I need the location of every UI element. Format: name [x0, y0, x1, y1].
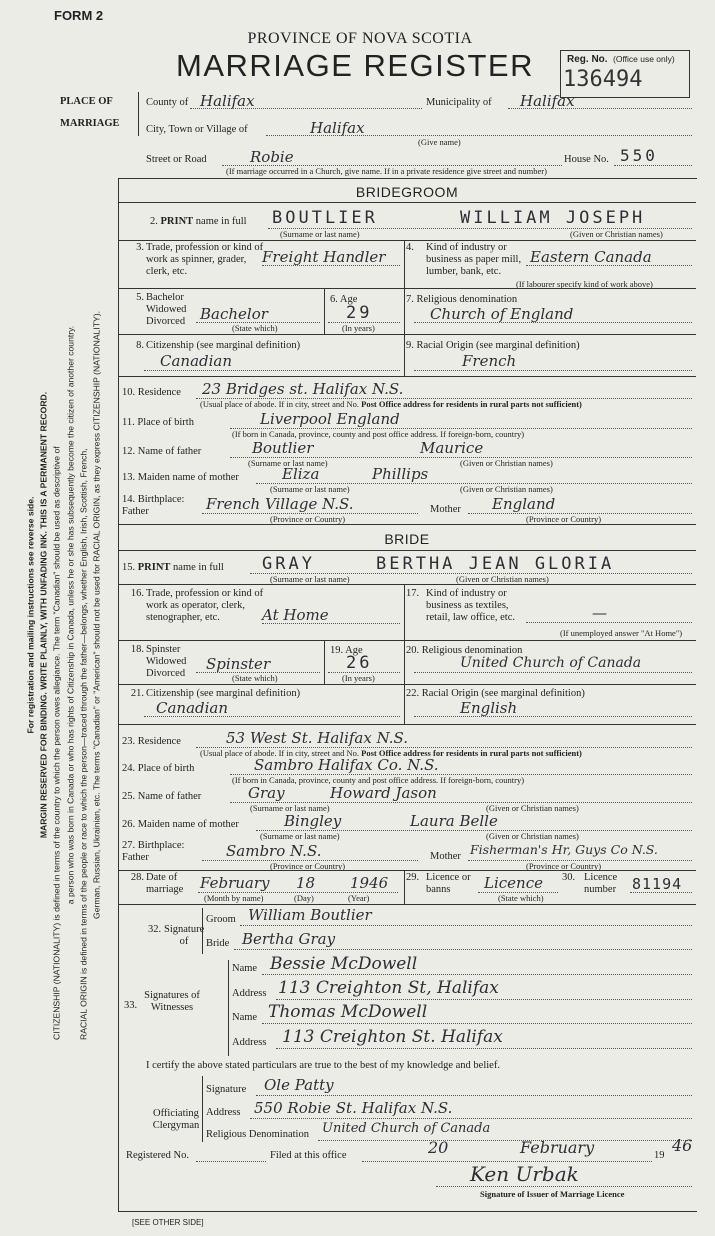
- rule: [404, 288, 405, 334]
- f26-surname-caption: (Surname or last name): [260, 831, 340, 841]
- f23-caption-text: (Usual place of abode. If in city, street and No.: [200, 748, 360, 758]
- bride-citizenship: Canadian: [156, 699, 229, 717]
- f2-num: 2.: [150, 216, 158, 227]
- rule: [118, 684, 696, 685]
- w2-name-label: Name: [232, 1012, 258, 1023]
- f3-label: Trade, profession or kind of work as spinner, grader, clerk, etc.: [146, 242, 264, 277]
- bride-signature: Bertha Gray: [242, 930, 336, 948]
- filed-month: February: [520, 1138, 595, 1157]
- f23-text: Residence: [137, 736, 181, 747]
- f13-text: Maiden name of mother: [137, 472, 239, 483]
- f16-num: 16.: [130, 588, 144, 599]
- f23-num: 23.: [122, 736, 136, 747]
- f4-caption: (If labourer specify kind of work above): [516, 279, 653, 289]
- f10-caption-bold: Post Office address for residents in rural parts not sufficient): [361, 399, 582, 409]
- f9-text: Racial Origin (see marginal definition): [416, 340, 580, 351]
- f26-label: [122, 819, 239, 831]
- bride-religion: United Church of Canada: [460, 655, 642, 671]
- rule: [118, 202, 696, 203]
- rule: [324, 288, 325, 334]
- groom-industry: Eastern Canada: [530, 248, 652, 266]
- f11-text: Place of birth: [137, 417, 194, 428]
- side-line-1: For registration and mailing instructions see reverse side.: [25, 496, 36, 734]
- groom-age: 29: [346, 303, 373, 323]
- rule: [202, 908, 203, 954]
- reg-no-box: [560, 50, 690, 98]
- f5-caption: (State which): [232, 323, 278, 333]
- side-line-2: MARGIN RESERVED FOR BINDING. WRITE PLAINLY, WITH UNFADING INK. THIS IS A PERMANENT RECORD.: [38, 391, 49, 839]
- f28-label: Date of marriage: [146, 872, 184, 895]
- bride-sig-line: [234, 949, 692, 950]
- clergy-denomination: United Church of Canada: [322, 1121, 491, 1136]
- witness2-name: Thomas McDowell: [268, 1002, 428, 1022]
- f10-num: 10.: [122, 387, 136, 398]
- f13-label: [122, 472, 239, 484]
- filed-label: Filed at this office: [270, 1150, 347, 1161]
- witness1-address: 113 Creighton St, Halifax: [278, 978, 499, 998]
- f21-label: Citizenship (see marginal definition): [146, 688, 301, 699]
- f19-caption: (In years): [342, 673, 375, 683]
- f12-given-caption: (Given or Christian names): [460, 458, 553, 468]
- groom-citizenship: Canadian: [160, 352, 233, 370]
- f19-num: 19.: [330, 645, 344, 656]
- rule: [118, 334, 696, 335]
- w1-address-label: Address: [232, 988, 267, 999]
- bride-father-surname: Gray: [248, 784, 285, 802]
- give-name-caption: (Give name): [418, 137, 461, 147]
- f25-given-caption: (Given or Christian names): [486, 803, 579, 813]
- groom-signature: William Boutlier: [248, 906, 372, 924]
- rule: [404, 684, 405, 724]
- f17-line: [526, 622, 692, 623]
- f5-label: Bachelor Widowed Divorced: [146, 292, 187, 327]
- place-label-1: PLACE OF: [60, 96, 113, 107]
- f11-label: [122, 417, 194, 429]
- side-line-6: German, Russian, Ukrainian, etc. The terms "Canadian" or "American" should not be used for RACIAL ORIGIN, as they express CITIZENSHIP (NATIONALITY).: [91, 311, 102, 919]
- bride-father-birthplace: Sambro N.S.: [226, 842, 322, 860]
- f12-label: [122, 446, 201, 458]
- f29-label: Licence or banns: [426, 872, 471, 895]
- f9-num: 9.: [406, 340, 414, 351]
- f24-text: Place of birth: [137, 763, 195, 774]
- f20-line: [414, 672, 692, 673]
- f6-text: Age: [339, 294, 358, 305]
- f23-caption-bold: Post Office address for residents in rural parts not sufficient): [361, 748, 582, 758]
- marriage-month: February: [200, 874, 270, 892]
- w1-name-line: [262, 974, 692, 975]
- f26-given-caption: (Given or Christian names): [486, 831, 579, 841]
- groom-occupation: Freight Handler: [262, 248, 386, 266]
- rule: [118, 550, 696, 551]
- rule: [404, 334, 405, 376]
- issuer-line: [436, 1186, 692, 1187]
- groom-sig-line: [240, 925, 692, 926]
- f21-num: 21.: [130, 688, 144, 699]
- f25-num: 25.: [122, 791, 136, 802]
- f26-num: 26.: [122, 819, 136, 830]
- f14-num: 14.: [122, 494, 136, 505]
- f18-caption: (State which): [232, 673, 278, 683]
- f6-caption: (In years): [342, 323, 375, 333]
- marriage-day: 18: [296, 874, 316, 892]
- f8-label: Citizenship (see marginal definition): [146, 340, 301, 351]
- groom-birthplace: Liverpool England: [260, 410, 400, 428]
- w1-name-label: Name: [232, 963, 258, 974]
- w2-address-line: [276, 1048, 692, 1049]
- bride-mother-given: Laura Belle: [410, 812, 498, 830]
- f25-surname-caption: (Surname or last name): [250, 803, 330, 813]
- f13-given-caption: (Given or Christian names): [460, 484, 553, 494]
- marriage-year: 1946: [350, 874, 389, 892]
- rule: [404, 240, 405, 288]
- rule: [118, 724, 696, 725]
- bride-birthplace: Sambro Halifax Co. N.S.: [254, 756, 439, 774]
- f16-label: Trade, profession or kind of work as operator, clerk, stenographer, etc.: [146, 588, 264, 623]
- f10-text: Residence: [137, 387, 181, 398]
- rule: [118, 240, 696, 241]
- reg-no-label: Reg. No.: [567, 54, 608, 65]
- f17-num: 17.: [406, 588, 420, 599]
- f24-num: 24.: [122, 763, 136, 774]
- side-line-4: a person who was born in Canada or who has rights of Citizenship in Canada, unless he or she has subsequently become the citizen of another country.: [65, 325, 75, 905]
- issuer-caption: Signature of Issuer of Marriage Licence: [480, 1189, 625, 1199]
- f27-num: 27.: [122, 840, 136, 851]
- f20-text: Religious denomination: [421, 645, 523, 656]
- rule: [118, 640, 696, 641]
- f19-text: Age: [345, 645, 363, 656]
- f27-mother-label: Mother: [430, 851, 461, 862]
- f20-num: 20.: [406, 645, 420, 656]
- bride-heading: BRIDE: [384, 531, 430, 547]
- groom-father-surname: Boutlier: [252, 439, 314, 457]
- f15-num: 15.: [122, 562, 136, 573]
- side-line-3: CITIZENSHIP (NATIONALITY) is defined in terms of the country to which the person owes allegiance. The term "Canadian" should be used as descriptive of: [51, 446, 62, 1040]
- place-bracket: [138, 92, 139, 136]
- f15-label: [122, 562, 224, 574]
- witness1-name: Bessie McDowell: [270, 954, 418, 974]
- f23-label: [122, 736, 181, 748]
- surname-caption: (Surname or last name): [280, 229, 360, 239]
- side-line-5: RACIAL ORIGIN is defined in terms of the people or race to which the person—traced through the father—belongs, whether English, Irish, Scottish, French,: [78, 448, 89, 1040]
- f26-text: Maiden name of mother: [137, 819, 239, 830]
- f25-text: Name of father: [137, 791, 202, 802]
- bride-occupation: At Home: [262, 606, 329, 624]
- house-value: 550: [620, 146, 658, 165]
- f5-num: 5.: [136, 292, 144, 303]
- f32-num: 32.: [148, 924, 162, 935]
- groom-mother-given: Phillips: [372, 465, 429, 483]
- clergy-address-label: Address: [206, 1107, 241, 1118]
- rule: [324, 640, 325, 684]
- f17-label: Kind of industry or business as textiles, retail, law office, etc.: [426, 588, 516, 623]
- bride-age: 26: [346, 653, 373, 673]
- w2-address-label: Address: [232, 1037, 267, 1048]
- rule: [118, 524, 696, 525]
- reg-no-note: (Office use only): [613, 54, 675, 64]
- f2-label: [150, 216, 247, 228]
- rule: [118, 904, 696, 905]
- f14-text: Birthplace: Father: [122, 494, 185, 517]
- bride-father-given: Howard Jason: [330, 784, 437, 802]
- rule: [118, 584, 696, 585]
- groom-racial-origin: French: [462, 352, 517, 370]
- groom-mother-birthplace: England: [492, 495, 556, 513]
- f14-mother-label: Mother: [430, 504, 461, 515]
- form-number: FORM 2: [54, 8, 104, 23]
- rule: [404, 870, 405, 904]
- page-title: MARRIAGE REGISTER: [176, 48, 534, 83]
- bride-industry: —: [592, 604, 607, 622]
- f27-mother-caption: (Province or Country): [526, 861, 602, 871]
- f22-num: 22.: [406, 688, 420, 699]
- rule: [202, 1076, 203, 1142]
- registered-label: Registered No.: [126, 1150, 189, 1161]
- w2-name-line: [262, 1023, 692, 1024]
- county-label: County of: [146, 97, 189, 108]
- given-caption: (Given or Christian names): [570, 229, 663, 239]
- bride-status: Spinster: [206, 655, 271, 673]
- house-line: [614, 165, 692, 166]
- registered-line: [196, 1161, 266, 1162]
- rule: [404, 584, 405, 640]
- county-value: Halifax: [200, 92, 255, 110]
- f27-text: Birthplace: Father: [122, 840, 185, 863]
- groom-religion: Church of England: [430, 305, 574, 323]
- province-heading: PROVINCE OF NOVA SCOTIA: [247, 30, 473, 47]
- f14-label: [122, 494, 202, 518]
- f15-text: name in full: [173, 562, 224, 573]
- f30-label: Licence number: [584, 872, 618, 895]
- witness2-address: 113 Creighton St. Halifax: [282, 1027, 503, 1047]
- licence-number: 81194: [632, 875, 683, 893]
- f24-label: [122, 763, 194, 775]
- f8-line: [144, 370, 400, 371]
- religious-denom-line: [318, 1140, 692, 1141]
- f4-label: Kind of industry or business as paper mill, lumber, bank, etc.: [426, 242, 522, 277]
- groom-status: Bachelor: [200, 305, 268, 323]
- f30-num: 30.: [562, 872, 576, 883]
- f13-surname-caption: (Surname or last name): [270, 484, 350, 494]
- clergy-address: 550 Robie St. Halifax N.S.: [254, 1099, 453, 1117]
- f12-num: 12.: [122, 446, 136, 457]
- f3-num: 3.: [136, 242, 144, 253]
- clergy-sig-line: [256, 1095, 692, 1096]
- f17-caption: (If unemployed answer "At Home"): [560, 628, 683, 638]
- year-caption: (Year): [348, 893, 370, 903]
- bride-sig-label: Bride: [206, 938, 230, 949]
- f15-surname-caption: (Surname or last name): [270, 574, 350, 584]
- f29-num: 29.: [406, 872, 420, 883]
- rule: [118, 376, 696, 377]
- f27-label: [122, 840, 202, 864]
- rule: [118, 870, 696, 871]
- bride-racial-origin: English: [460, 699, 518, 717]
- bride-given: BERTHA JEAN GLORIA: [376, 554, 615, 574]
- groom-residence: 23 Bridges st. Halifax N.S.: [202, 380, 404, 398]
- bride-surname: GRAY: [262, 554, 315, 574]
- groom-surname: BOUTLIER: [272, 208, 378, 228]
- rule: [118, 288, 696, 289]
- f15-print: PRINT: [137, 562, 171, 573]
- groom-mother-surname: Eliza: [282, 465, 320, 483]
- f27-father-caption: (Province or Country): [270, 861, 346, 871]
- municipality-value: Halifax: [520, 92, 575, 110]
- groom-father-birthplace: French Village N.S.: [206, 495, 354, 513]
- issuer-signature: Ken Urbak: [470, 1162, 579, 1186]
- f32-label: Signature of: [164, 924, 205, 947]
- month-caption: (Month by name): [204, 893, 264, 903]
- f13-num: 13.: [122, 472, 136, 483]
- municipality-label: Municipality of: [426, 97, 492, 108]
- f18-num: 18.: [130, 644, 144, 655]
- f11-num: 11.: [122, 417, 135, 428]
- f2-print: PRINT: [160, 216, 194, 227]
- filed-year-prefix: 19: [654, 1150, 665, 1161]
- f9-label: [406, 340, 580, 352]
- groom-given: WILLIAM JOSEPH: [460, 208, 646, 228]
- bridegroom-heading: BRIDEGROOM: [355, 184, 459, 200]
- rule: [404, 640, 405, 684]
- place-label-2: MARRIAGE: [60, 118, 120, 129]
- f22-text: Racial Origin (see marginal definition): [421, 688, 585, 699]
- f10-caption: [200, 399, 582, 409]
- f33-num: 33.: [124, 1000, 138, 1011]
- f12-text: Name of father: [137, 446, 202, 457]
- f9-line: [414, 370, 692, 371]
- licence-or-banns: Licence: [484, 874, 543, 892]
- filed-day: 20: [428, 1138, 449, 1157]
- f10-caption-text: (Usual place of abode. If in city, street and No.: [200, 399, 360, 409]
- f4-num: 4.: [406, 242, 414, 253]
- groom-sig-label: Groom: [206, 914, 236, 925]
- city-value: Halifax: [310, 119, 365, 137]
- f15-given-caption: (Given or Christian names): [456, 574, 549, 584]
- f29-caption: (State which): [498, 893, 544, 903]
- street-label: Street or Road: [146, 154, 207, 165]
- f10-label: [122, 387, 181, 399]
- f11-caption: (If born in Canada, province, county and post office address. If foreign-born, country): [232, 429, 525, 439]
- church-note: (If marriage occurred in a Church, give name. If in a private residence give street and number): [226, 166, 547, 176]
- f2-text: name in full: [195, 216, 247, 227]
- street-value: Robie: [250, 148, 294, 166]
- f22-line: [414, 716, 692, 717]
- see-other-side: [SEE OTHER SIDE]: [132, 1218, 204, 1227]
- bride-mother-birthplace: Fisherman's Hr, Guys Co N.S.: [470, 842, 658, 857]
- f25-label: [122, 791, 201, 803]
- f6-num: 6.: [330, 294, 338, 305]
- f12-surname-caption: (Surname or last name): [248, 458, 328, 468]
- reg-no-value: 136494: [563, 67, 643, 92]
- city-label: City, Town or Village of: [146, 124, 248, 135]
- clergy-signature: Ole Patty: [264, 1076, 334, 1094]
- religious-denom-label: Religious Denomination: [206, 1129, 309, 1140]
- f14-mother-caption: (Province or Country): [526, 514, 602, 524]
- f18-label: Spinster Widowed Divorced: [146, 644, 187, 679]
- f8-num: 8.: [136, 340, 144, 351]
- filed-year: 46: [672, 1136, 693, 1155]
- bride-mother-surname: Bingley: [284, 812, 342, 830]
- certify-text: I certify the above stated particulars are true to the best of my knowledge and belief.: [146, 1060, 500, 1071]
- side-instructions: [14, 190, 114, 1040]
- house-label: House No.: [564, 154, 609, 165]
- groom-father-given: Maurice: [420, 439, 484, 457]
- f7-num: 7.: [406, 294, 414, 305]
- f33-label: Signatures of Witnesses: [144, 990, 200, 1013]
- clergy-sig-label: Signature: [206, 1084, 247, 1095]
- w1-address-line: [276, 999, 692, 1000]
- bride-residence: 53 West St. Halifax N.S.: [226, 729, 409, 747]
- f24-caption: (If born in Canada, province, county and post office address. If foreign-born, country): [232, 775, 525, 785]
- day-caption: (Day): [294, 893, 314, 903]
- f7-text: Religious denomination: [416, 294, 518, 305]
- rule: [228, 960, 229, 1056]
- f28-num: 28.: [130, 872, 144, 883]
- clergy-address-line: [250, 1118, 692, 1119]
- officiating-label: Officiating Clergyman: [152, 1108, 200, 1131]
- f14-father-caption: (Province or Country): [270, 514, 346, 524]
